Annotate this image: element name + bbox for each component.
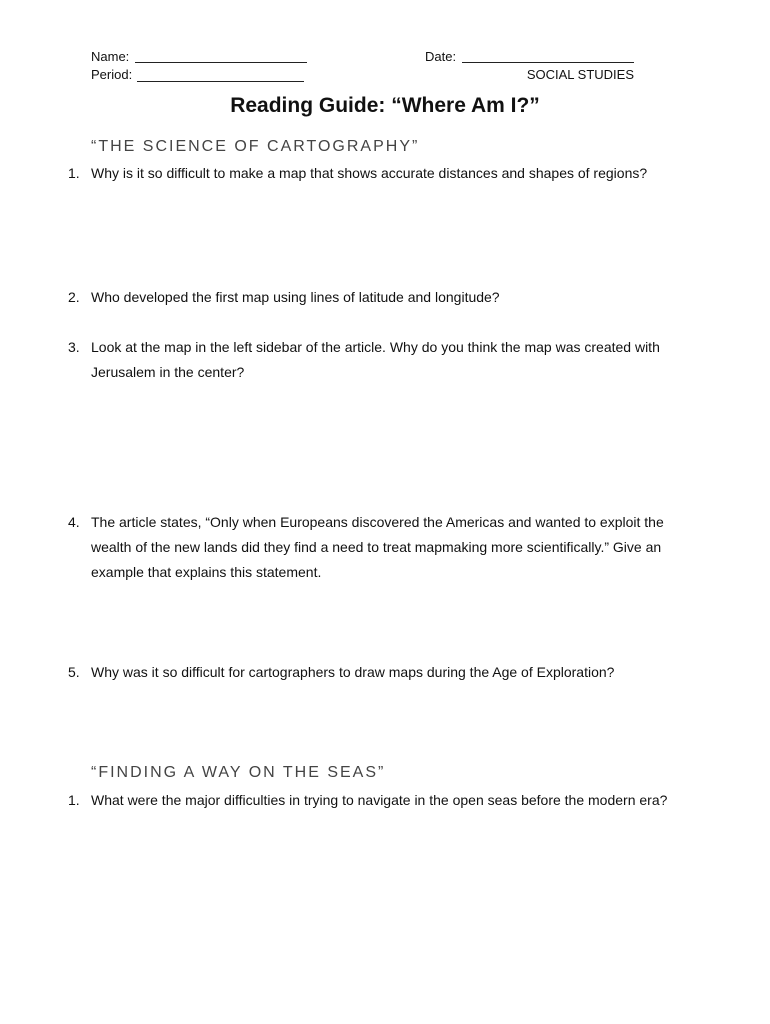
question-number: 3. [68,339,80,355]
question-number: 5. [68,664,80,680]
date-field-line[interactable] [462,62,634,63]
question-text: The article states, “Only when Europeans discovered the Americas and wanted to exploit the wealth of the new lands did they find a need to treat mapmaking more scientifically.” Give an example that explains this statement. [91,514,664,580]
page-title: Reading Guide: “Where Am I?” [230,94,540,117]
question-text: Why was it so difficult for cartographers to draw maps during the Age of Exploration? [91,664,615,680]
question-text: Why is it so difficult to make a map that shows accurate distances and shapes of regions? [91,165,648,181]
question-number: 1. [68,165,80,181]
period-label: Period: [91,67,133,82]
question-item [68,788,688,838]
date-label: Date: [425,49,457,64]
question-item [68,161,688,211]
question-text: What were the major difficulties in trying to navigate in the open seas before the modern era? [91,792,668,808]
question-number: 1. [68,792,80,808]
section-heading-seas: “FINDING A WAY ON THE SEAS” [91,764,386,781]
question-number: 4. [68,514,80,530]
question-text: Who developed the first map using lines of latitude and longitude? [91,289,500,305]
question-item [68,335,688,385]
question-number: 2. [68,289,80,305]
question-item [68,285,688,310]
name-field-line[interactable] [135,62,307,63]
question-item [68,510,688,585]
period-field-line[interactable] [137,81,304,82]
section-heading-cartography: “THE SCIENCE OF CARTOGRAPHY” [91,138,420,155]
subject-label: SOCIAL STUDIES [526,67,634,82]
name-label: Name: [91,49,130,64]
question-text: Look at the map in the left sidebar of the article. Why do you think the map was created with Jerusalem in the center? [91,339,660,380]
question-item [68,660,708,685]
